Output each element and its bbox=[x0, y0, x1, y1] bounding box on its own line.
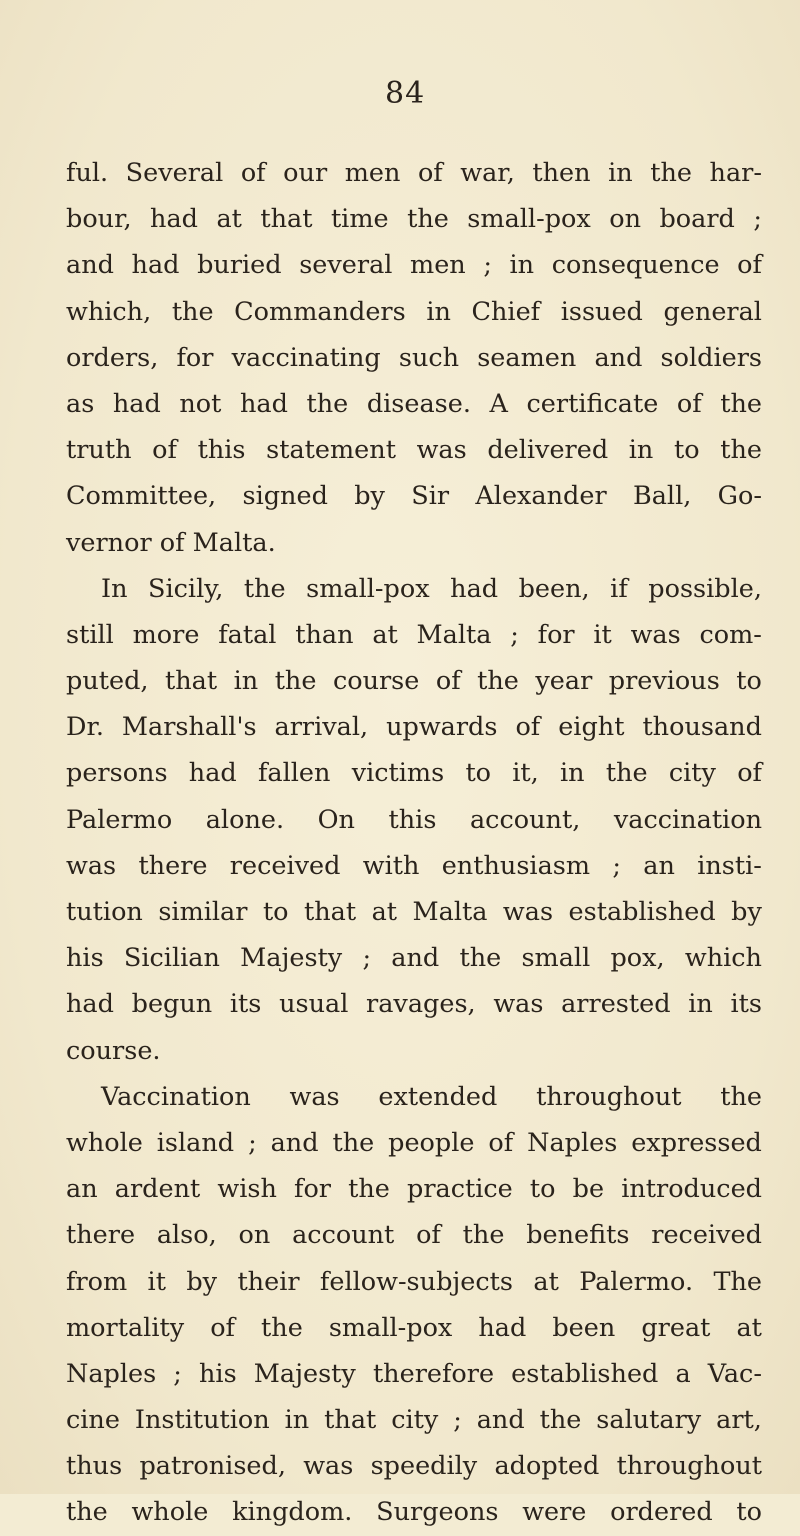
text-line: bour, had at that time the small-pox on board ; bbox=[66, 204, 762, 235]
text-line: and had buried several men ; in consequence of bbox=[66, 250, 762, 281]
text-line: orders, for vaccinating such seamen and soldiers bbox=[66, 342, 762, 373]
text-line: was there received with enthusiasm ; an insti- bbox=[66, 850, 762, 881]
text-line: puted, that in the course of the year previous to bbox=[66, 666, 762, 697]
text-line: thus patronised, was speedily adopted throughout bbox=[66, 1451, 762, 1482]
text-line: Palermo alone. On this account, vaccination bbox=[66, 804, 762, 835]
text-line: Naples ; his Majesty therefore established a Vac- bbox=[66, 1358, 762, 1389]
text-line: mortality of the small-pox had been great at bbox=[66, 1312, 762, 1343]
text-line: Dr. Marshall's arrival, upwards of eight thousand bbox=[66, 712, 762, 743]
page-number: 84 bbox=[385, 76, 426, 111]
text-line: as had not had the disease. A certificate of the bbox=[66, 388, 762, 419]
text-line: truth of this statement was delivered in to the bbox=[66, 435, 762, 466]
text-line: there also, on account of the benefits received bbox=[66, 1220, 762, 1251]
text-line: Vaccination was extended throughout the bbox=[101, 1081, 762, 1112]
text-line: the whole kingdom. Surgeons were ordered to bbox=[66, 1497, 762, 1528]
body-text bbox=[66, 150, 762, 1536]
text-line: Committee, signed by Sir Alexander Ball, Go- bbox=[66, 481, 762, 512]
text-line: cine Institution in that city ; and the salutary art, bbox=[66, 1405, 762, 1436]
text-line: vernor of Malta. bbox=[66, 527, 276, 558]
text-line: tution similar to that at Malta was established by bbox=[66, 897, 762, 927]
text-line: ful. Several of our men of war, then in the har- bbox=[66, 158, 762, 188]
text-line: In Sicily, the small-pox had been, if possible, bbox=[101, 573, 762, 604]
text-line: from it by their fellow-subjects at Palermo. The bbox=[66, 1266, 762, 1297]
text-line: whole island ; and the people of Naples expressed bbox=[66, 1127, 762, 1158]
text-line: persons had fallen victims to it, in the city of bbox=[66, 758, 762, 789]
text-line: an ardent wish for the practice to be introduced bbox=[66, 1174, 762, 1205]
text-line: had begun its usual ravages, was arrested in its bbox=[66, 989, 762, 1020]
text-line: still more fatal than at Malta ; for it was com- bbox=[66, 619, 762, 650]
text-line: which, the Commanders in Chief issued general bbox=[66, 296, 762, 327]
text-line: his Sicilian Majesty ; and the small pox, which bbox=[66, 943, 762, 974]
text-line: course. bbox=[66, 1035, 161, 1066]
